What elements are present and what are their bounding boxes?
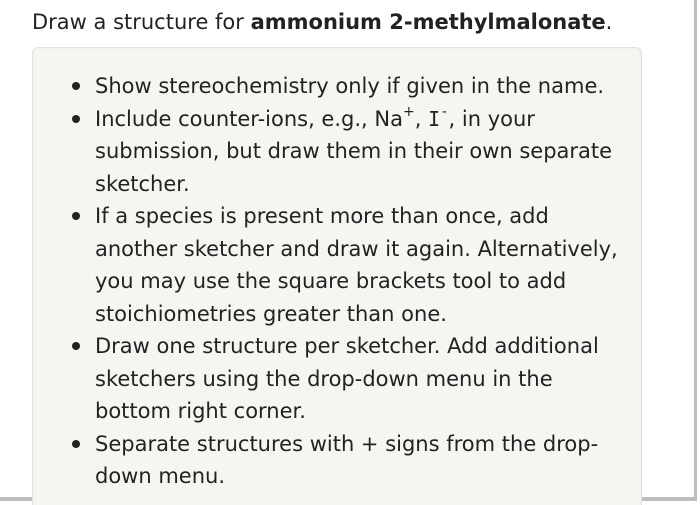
bullet-icon: [72, 342, 80, 350]
sodium-charge: +: [402, 103, 415, 120]
compound-name: ammonium 2-methylmalonate: [250, 10, 606, 34]
sodium-symbol: Na: [374, 106, 403, 131]
list-item: [33, 103, 641, 201]
bullet-icon: [72, 212, 80, 220]
rule-text: Separate structures with + signs from the drop-down menu.: [95, 431, 599, 488]
prompt-prefix: Draw a structure for: [32, 10, 251, 34]
ion-separator: ,: [414, 106, 429, 131]
iodide-symbol: I: [428, 106, 441, 131]
rule-text: If a species is present more than once, add another sketcher and draw it again. Alternatively, you may use the square brackets tool to add stoichiometries greater than one.: [95, 204, 618, 326]
bullet-icon: [72, 115, 80, 123]
instructions-list: [33, 70, 641, 493]
rule-text: Draw one structure per sketcher. Add additional sketchers using the drop-down menu in the bottom right corner.: [95, 334, 599, 423]
iodide-ion: [428, 103, 449, 131]
bullet-icon: [72, 82, 80, 90]
list-item: [33, 70, 641, 103]
rule-text: Show stereochemistry only if given in the name.: [95, 74, 605, 98]
list-item: [33, 200, 641, 330]
bullet-icon: [72, 440, 80, 448]
question-prompt: [32, 8, 612, 36]
list-item: [33, 428, 641, 493]
prompt-suffix: .: [605, 10, 613, 34]
rule-text-after: , in your submission, but draw them in their own separate sketcher.: [95, 106, 613, 196]
rule-text-before: Include counter-ions, e.g.,: [95, 106, 375, 131]
list-item: [33, 330, 641, 428]
instructions-panel: [32, 47, 642, 505]
sodium-ion: [374, 103, 415, 131]
iodide-charge: -: [440, 103, 449, 120]
